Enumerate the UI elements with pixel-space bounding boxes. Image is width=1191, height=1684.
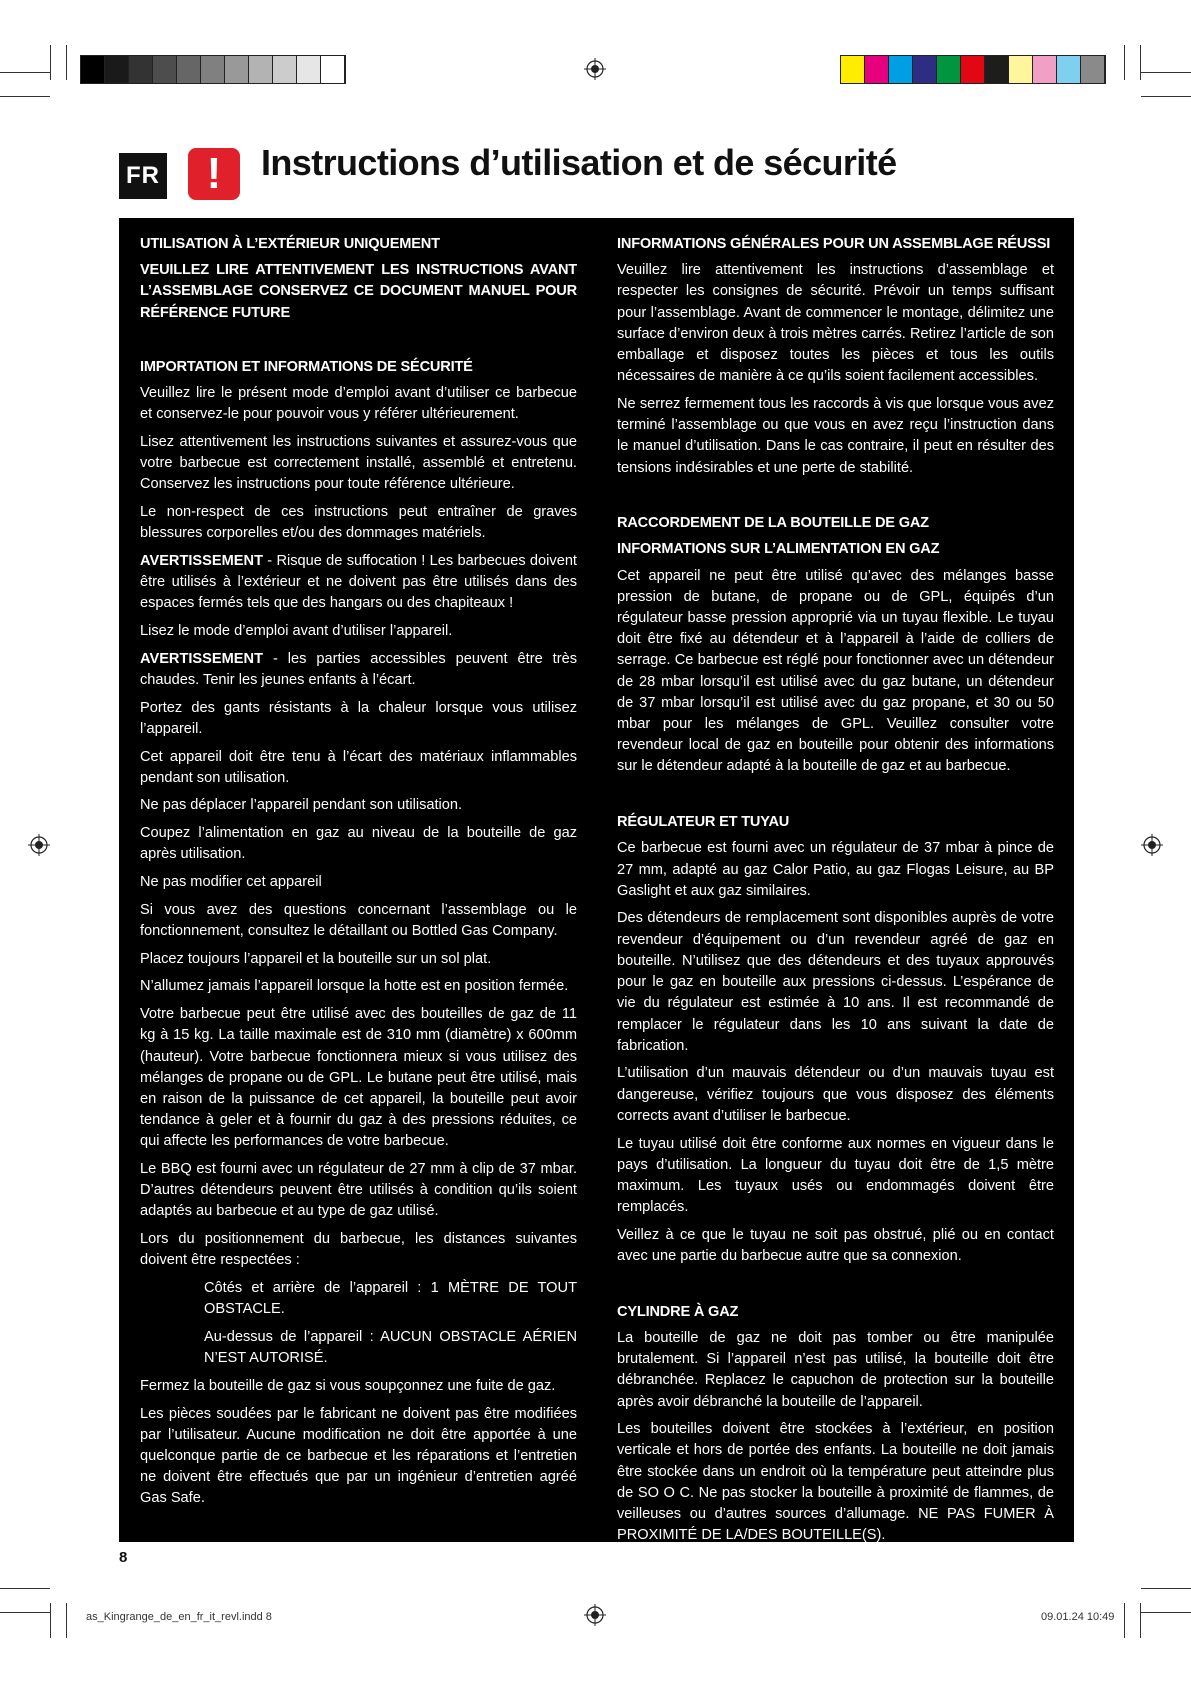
heading-gas-connection: RACCORDEMENT DE LA BOUTEILLE DE GAZ [617, 515, 929, 532]
paragraph: Votre barbecue peut être utilisé avec des bouteilles de gaz de 11 kg à 15 kg. La taille maximale est de 310 mm (diamètre) x 600mm (hauteur). Votre barbecue fonctionnera mieux si vous utilisez des mélanges de propane ou de GPL. Le butane peut être utilisé, mais en raison de la puissance de cet appareil, la bouteille peut avoir tendance à geler et à fournir du gaz à des pressions réduites, ce qui affecte les performances de votre barbecue. [140, 1006, 577, 1150]
paragraph: Le tuyau utilisé doit être conforme aux normes en vigueur dans le pays d’utilisation. La longueur du tuyau doit être de 1,5 mètre maximum. Les tuyaux usés ou endommagés doivent être remplacés. [617, 1135, 1054, 1216]
paragraph: Placez toujours l’appareil et la bouteille sur un sol plat. [140, 950, 492, 967]
color-swatch [1033, 56, 1057, 83]
color-swatch [321, 56, 345, 83]
content-panel [119, 218, 1074, 1571]
crop-mark [0, 1588, 50, 1589]
color-swatch [81, 56, 105, 83]
color-swatch [1081, 56, 1105, 83]
crop-mark [0, 72, 50, 73]
warning-icon: ! [188, 148, 240, 200]
crop-mark [0, 96, 50, 97]
crop-mark [1140, 1603, 1141, 1638]
heading-gas-supply: INFORMATIONS SUR L’ALIMENTATION EN GAZ [617, 541, 940, 558]
crop-mark [1141, 1588, 1191, 1589]
registration-mark-icon [28, 834, 50, 856]
crop-mark [0, 1612, 50, 1613]
paragraph: Lisez le mode d’emploi avant d’utiliser l’appareil. [140, 623, 453, 640]
print-file-name: as_Kingrange_de_en_fr_it_revl.indd 8 [86, 1611, 272, 1623]
paragraph: L’utilisation d’un mauvais détendeur ou d’un mauvais tuyau est dangereuse, vérifiez toujours que vous disposez des éléments corrects avant d’utiliser le barbecue. [617, 1065, 1054, 1124]
heading-outdoor: UTILISATION À L’EXTÉRIEUR UNIQUEMENT [140, 236, 440, 252]
crop-mark [66, 45, 67, 80]
language-badge: FR [119, 153, 167, 199]
crop-mark [1141, 96, 1191, 97]
warning-paragraph [140, 649, 577, 691]
paragraph: Veillez à ce que le tuyau ne soit pas obstrué, plié ou en contact avec une partie du barbecue autre que sa connexion. [617, 1226, 1054, 1265]
paragraph: Les bouteilles doivent être stockées à l’extérieur, en position verticale et hors de portée des enfants. La bouteille ne doit jamais être stockée dans un endroit où la température peut atteindre plus de SO O C. Ne pas stocker la bouteille à proximité de flammes, de veilleuses ou d’autres sources d’allumage. NE PAS FUMER À PROXIMITÉ DE LA/DES BOUTEILLE(S). [617, 1421, 1054, 1544]
page-number: 8 [119, 1549, 128, 1566]
paragraph: La bouteille de gaz ne doit pas tomber ou être manipulée brutalement. Si l’appareil n’est pas utilisé, la bouteille doit être débranchée. Replacez le capuchon de protection sur la bouteille après avoir débranché la bouteille de l’appareil. [617, 1329, 1054, 1410]
warning-text: - Risque de suffocation ! Les barbecues doivent être utilisés à l’extérieur et ne doivent pas être utilisés dans des espaces fermés tels que des hangars ou des chapiteaux ! [140, 552, 577, 612]
warning-text: - les parties accessibles peuvent être très chaudes. Tenir les jeunes enfants à l’écart. [140, 650, 577, 688]
print-datetime: 09.01.24 10:49 [1041, 1611, 1115, 1623]
paragraph: Lors du positionnement du barbecue, les distances suivantes doivent être respectées : [140, 1231, 577, 1269]
color-swatch [201, 56, 225, 83]
color-swatch [865, 56, 889, 83]
heading-import-safety: IMPORTATION ET INFORMATIONS DE SÉCURITÉ [140, 358, 473, 375]
indented-paragraph: Côtés et arrière de l’appareil : 1 MÈTRE DE TOUT OBSTACLE. [204, 1280, 577, 1318]
registration-mark-icon [584, 58, 606, 80]
paragraph: Si vous avez des questions concernant l’assemblage ou le fonctionnement, consultez le détaillant ou Bottled Gas Company. [140, 901, 577, 939]
left-column [140, 234, 577, 1516]
crop-mark [1124, 1603, 1125, 1638]
paragraph: Cet appareil doit être tenu à l’écart des matériaux inflammables pendant son utilisation. [140, 748, 577, 786]
color-swatch [1057, 56, 1081, 83]
crop-mark [1141, 72, 1191, 73]
heading-general-info: INFORMATIONS GÉNÉRALES POUR UN ASSEMBLAGE RÉUSSI [617, 236, 1051, 252]
registration-mark-icon [1141, 834, 1163, 856]
paragraph: Veuillez lire le présent mode d’emploi avant d’utiliser ce barbecue et conservez-le pour pouvoir vous y référer ultérieurement. [140, 385, 577, 423]
grayscale-color-bar [80, 55, 346, 84]
color-swatch [225, 56, 249, 83]
registration-mark-icon [584, 1604, 606, 1626]
crop-mark [1140, 45, 1141, 80]
color-swatch [105, 56, 129, 83]
right-column [617, 234, 1054, 1581]
color-swatch [1009, 56, 1033, 83]
color-swatch [249, 56, 273, 83]
page-title: Instructions d’utilisation et de sécurité [261, 142, 897, 183]
crop-mark [1124, 45, 1125, 80]
color-swatch [129, 56, 153, 83]
paragraph: Le BBQ est fourni avec un régulateur de 27 mm à clip de 37 mbar. D’autres détendeurs peuvent être utilisés à condition qu’ils soient adaptés au barbecue et au type de gaz utilisé. [140, 1161, 577, 1220]
paragraph: Ne pas déplacer l’appareil pendant son utilisation. [140, 797, 463, 814]
color-swatch [153, 56, 177, 83]
paragraph: Ne serrez fermement tous les raccords à vis que lorsque vous avez terminé l’assemblage ou que vous en avez reçu l’instruction dans le manuel d’utilisation. Dans le cas contraire, il peut en résulter des tensions indésirables et une perte de stabilité. [617, 395, 1054, 476]
heading-gas-cylinder: CYLINDRE À GAZ [617, 1303, 739, 1320]
paragraph: Ne pas modifier cet appareil [140, 874, 322, 891]
heading-read-instructions: VEUILLEZ LIRE ATTENTIVEMENT LES INSTRUCTIONS AVANT L’ASSEMBLAGE CONSERVEZ CE DOCUMENT MANUEL POUR RÉFÉRENCE FUTURE [140, 262, 577, 321]
warning-paragraph [140, 551, 577, 615]
color-swatch [889, 56, 913, 83]
paragraph: Veuillez lire attentivement les instructions d’assemblage et respecter les consignes de sécurité. Prévoir un temps suffisant pour l’assemblage. Avant de commencer le montage, délimitez une surface d’environ deux à trois mètres carrés. Retirez l’article de son emballage et disposez toutes les pièces et tous les outils nécessaires de manière à ce qu’ils soient facilement accessibles. [617, 262, 1054, 385]
warning-label: AVERTISSEMENT [140, 650, 263, 667]
crop-mark [1141, 1612, 1191, 1613]
paragraph: Le non-respect de ces instructions peut entraîner de graves blessures corporelles et/ou des dommages matériels. [140, 504, 577, 542]
paragraph: Les pièces soudées par le fabricant ne doivent pas être modifiées par l’utilisateur. Aucune modification ne doit être apportée à une quelconque partie de ce barbecue et les réparations et l’entretien ne doivent être effectués que par un ingénieur d’entretien agréé Gas Safe. [140, 1405, 577, 1507]
paragraph: Ce barbecue est conçu pour être utilisé à l’extérieur uniquement, [617, 1554, 1035, 1571]
warning-label: AVERTISSEMENT [140, 552, 263, 569]
indented-paragraph: Au-dessus de l’appareil : AUCUN OBSTACLE AÉRIEN N’EST AUTORISÉ. [204, 1328, 577, 1367]
color-swatch [273, 56, 297, 83]
color-swatch [937, 56, 961, 83]
paragraph: Coupez l’alimentation en gaz au niveau de la bouteille de gaz après utilisation. [140, 825, 577, 863]
color-swatch [297, 56, 321, 83]
heading-regulator-hose: RÉGULATEUR ET TUYAU [617, 814, 790, 831]
crop-mark [66, 1603, 67, 1638]
paragraph: Des détendeurs de remplacement sont disponibles auprès de votre revendeur d’équipement ou d’un revendeur agréé de gaz en bouteille. N’utilisez que des détendeurs et des tuyaux approuvés pour le gaz en bouteille aux pressions ci-dessus. L’espérance de vie du régulateur est estimée à 10 ans. Il est recommandé de remplacer le régulateur dans les 10 ans suivant la date de fabrication. [617, 910, 1054, 1054]
paragraph: Lisez attentivement les instructions suivantes et assurez-vous que votre barbecue est correctement installé, assemblé et entretenu. Conservez les instructions pour toute référence ultérieure. [140, 433, 577, 493]
paragraph: Fermez la bouteille de gaz si vous soupçonnez une fuite de gaz. [140, 1377, 556, 1394]
process-color-bar [840, 55, 1106, 84]
color-swatch [177, 56, 201, 83]
color-swatch [985, 56, 1009, 83]
crop-mark [50, 45, 51, 80]
color-swatch [841, 56, 865, 83]
color-swatch [961, 56, 985, 83]
paragraph: N’allumez jamais l’appareil lorsque la hotte est en position fermée. [140, 978, 569, 995]
paragraph: Portez des gants résistants à la chaleur lorsque vous utilisez l’appareil. [140, 699, 577, 737]
paragraph: Ce barbecue est fourni avec un régulateur de 37 mbar à pince de 27 mm, adapté au gaz Calor Patio, au gaz Flogas Leisure, au BP Gaslight et aux gaz similaires. [617, 840, 1054, 899]
crop-mark [50, 1603, 51, 1638]
color-swatch [913, 56, 937, 83]
paragraph: Cet appareil ne peut être utilisé qu’avec des mélanges basse pression de butane, de propane ou de GPL, équipés d’un régulateur basse pression approprié via un tuyau flexible. Le tuyau doit être fixé au détendeur et à l’appareil à l’aide de colliers de serrage. Ce barbecue est réglé pour fonctionner avec un détendeur de 28 mbar lorsqu’il est utilisé avec du gaz butane, un détendeur de 37 mbar lorsqu’il est utilisé avec du gaz propane, et 30 ou 50 mbar pour les mélanges de GPL. Veuillez consulter votre revendeur local de gaz en bouteille pour obtenir des informations sur le détendeur adapté à la bouteille de gaz et au barbecue. [617, 567, 1054, 775]
